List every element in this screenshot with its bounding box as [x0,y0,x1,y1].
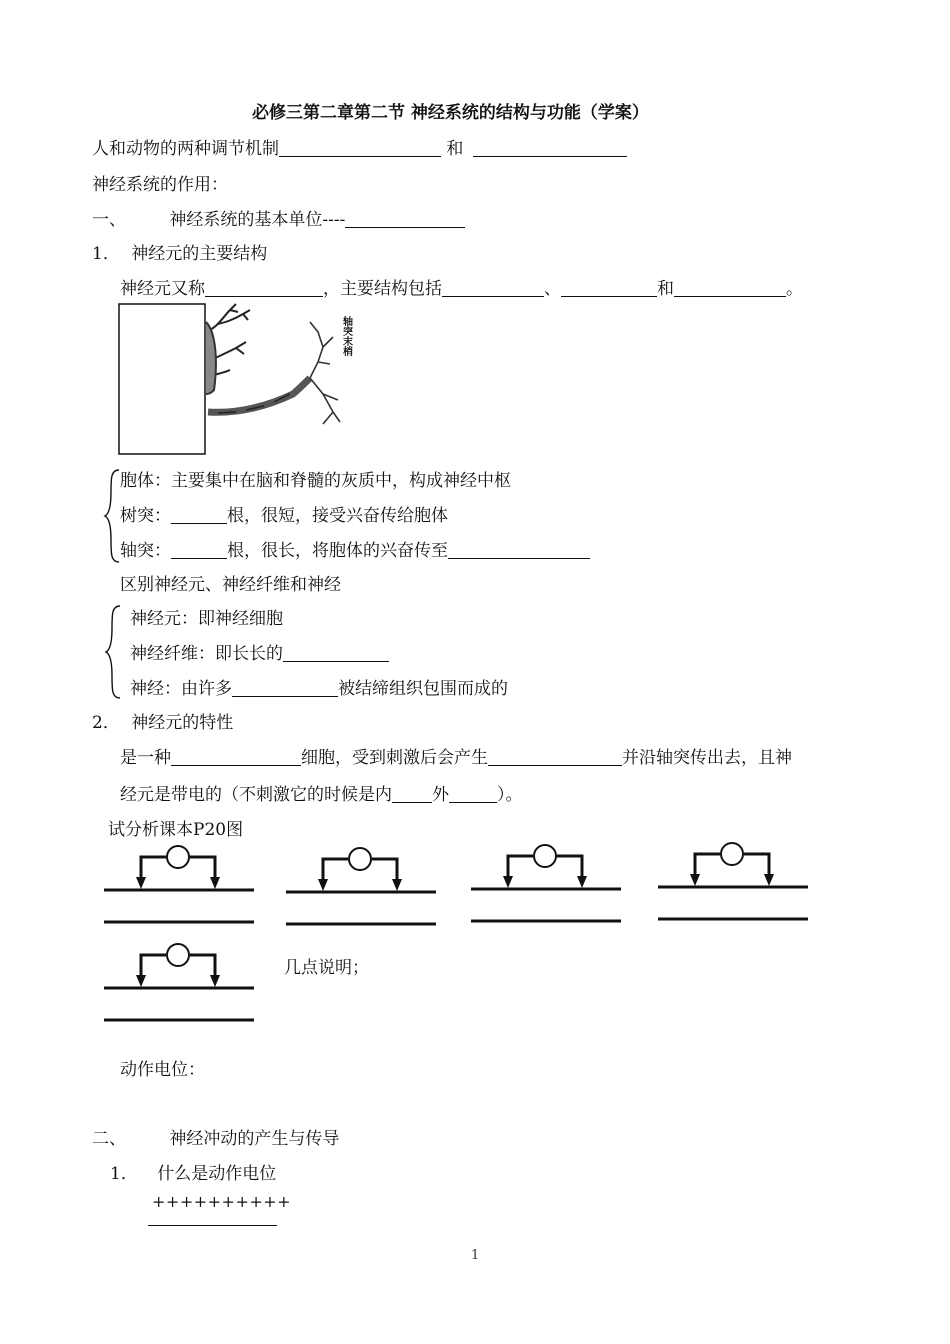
answer-blank[interactable] [473,138,627,157]
membrane-diagram-3 [471,844,623,924]
item-1-heading [92,239,267,264]
distinguish-line: 区别神经元、神经纤维和神经 [120,575,341,595]
membrane-diagram-4 [658,842,810,922]
section-number: 一、 [92,210,126,230]
membrane-diagram-1 [104,845,256,925]
trait-line-2 [120,780,523,805]
answer-blank[interactable] [674,278,786,297]
positive-charges: ++++++++++ [152,1192,292,1211]
trait-text-c: 并沿轴突传出去，且神 [622,748,792,768]
item-3-heading [110,1159,276,1184]
answer-blank[interactable] [171,540,227,559]
neuron-text-b: ，主要结构包括 [323,279,442,299]
answer-blank[interactable] [488,747,622,766]
axon-line [120,536,590,561]
trait-line-1 [120,743,792,768]
answer-blank[interactable] [392,784,432,803]
nerve-def-b: 被结缔组织包围而成的 [338,679,508,699]
neuron-def-line: 神经元：即神经细胞 [130,609,283,629]
analyze-line: 试分析课本P20图 [108,820,244,840]
action-potential-line: 动作电位： [120,1060,205,1080]
soma-line: 胞体：主要集中在脑和脊髓的灰质中，构成神经中枢 [120,471,511,491]
item-number: 1． [110,1164,138,1184]
brace-2-icon [104,604,122,700]
neuron-text-c: 、 [544,279,561,299]
membrane-line [148,1225,277,1226]
answer-blank[interactable] [448,540,590,559]
trait-text-e: 外 [432,785,449,805]
section-number: 二、 [92,1129,126,1149]
cell-body [206,322,216,394]
fiber-def-text: 神经纤维：即长长的 [130,644,283,664]
item-number: 1． [92,244,120,264]
axon-label: 轴突： [120,541,171,561]
page-number: 1 [471,1248,480,1263]
trait-text-d: 经元是带电的（不刺激它的时候是内 [120,785,392,805]
answer-blank[interactable] [171,505,227,524]
trait-text-b: 细胞，受到刺激后会产生 [301,748,488,768]
axon-desc: 根，很长，将胞体的兴奋传至 [227,541,448,561]
axon-terminals [310,322,340,424]
neuron-figure [118,302,358,457]
section-text: 神经系统的基本单位---- [169,210,346,230]
neuron-text-e: 。 [786,279,803,299]
neuron-text-d: 和 [657,279,674,299]
notes-line: 几点说明； [284,958,369,978]
item-text: 什么是动作电位 [157,1164,277,1184]
regulation-line [92,134,627,159]
figure-blank-box [119,304,205,454]
dendrite-label: 树突： [120,506,171,526]
nervous-function-line: 神经系统的作用： [92,175,228,195]
dendrite-desc: 根，很短，接受兴奋传给胞体 [227,506,448,526]
regulation-text: 人和动物的两种调节机制 [92,139,279,159]
item-text: 神经元的特性 [131,713,234,733]
answer-blank[interactable] [449,784,497,803]
membrane-diagram-2 [286,847,438,927]
membrane-diagram-5 [104,943,256,1023]
answer-blank[interactable] [232,678,338,697]
trait-text-f: ）。 [497,785,523,805]
item-text: 神经元的主要结构 [131,244,268,264]
axon-terminal-label: 轴突末梢 [340,316,352,356]
section-1-heading [92,205,465,230]
neuron-text-a: 神经元又称 [120,279,205,299]
answer-blank[interactable] [442,278,544,297]
item-2-heading [92,708,233,733]
section-text: 神经冲动的产生与传导 [169,1129,340,1149]
answer-blank[interactable] [283,643,389,662]
answer-blank[interactable] [279,138,441,157]
trait-text-a: 是一种 [120,748,171,768]
answer-blank[interactable] [561,278,657,297]
nerve-def-a: 神经：由许多 [130,679,232,699]
answer-blank[interactable] [345,209,465,228]
answer-blank[interactable] [171,747,301,766]
item-number: 2． [92,713,120,733]
fiber-def-line [130,639,389,664]
nerve-def-line [130,674,508,699]
answer-blank[interactable] [205,278,323,297]
and-text: 和 [446,139,464,159]
dendrite-line [120,501,448,526]
section-2-heading [92,1124,339,1149]
page-title: 必修三第二章第二节 神经系统的结构与功能（学案） [252,103,649,123]
brace-1-icon [103,468,121,564]
neuron-structure-line [120,274,803,299]
